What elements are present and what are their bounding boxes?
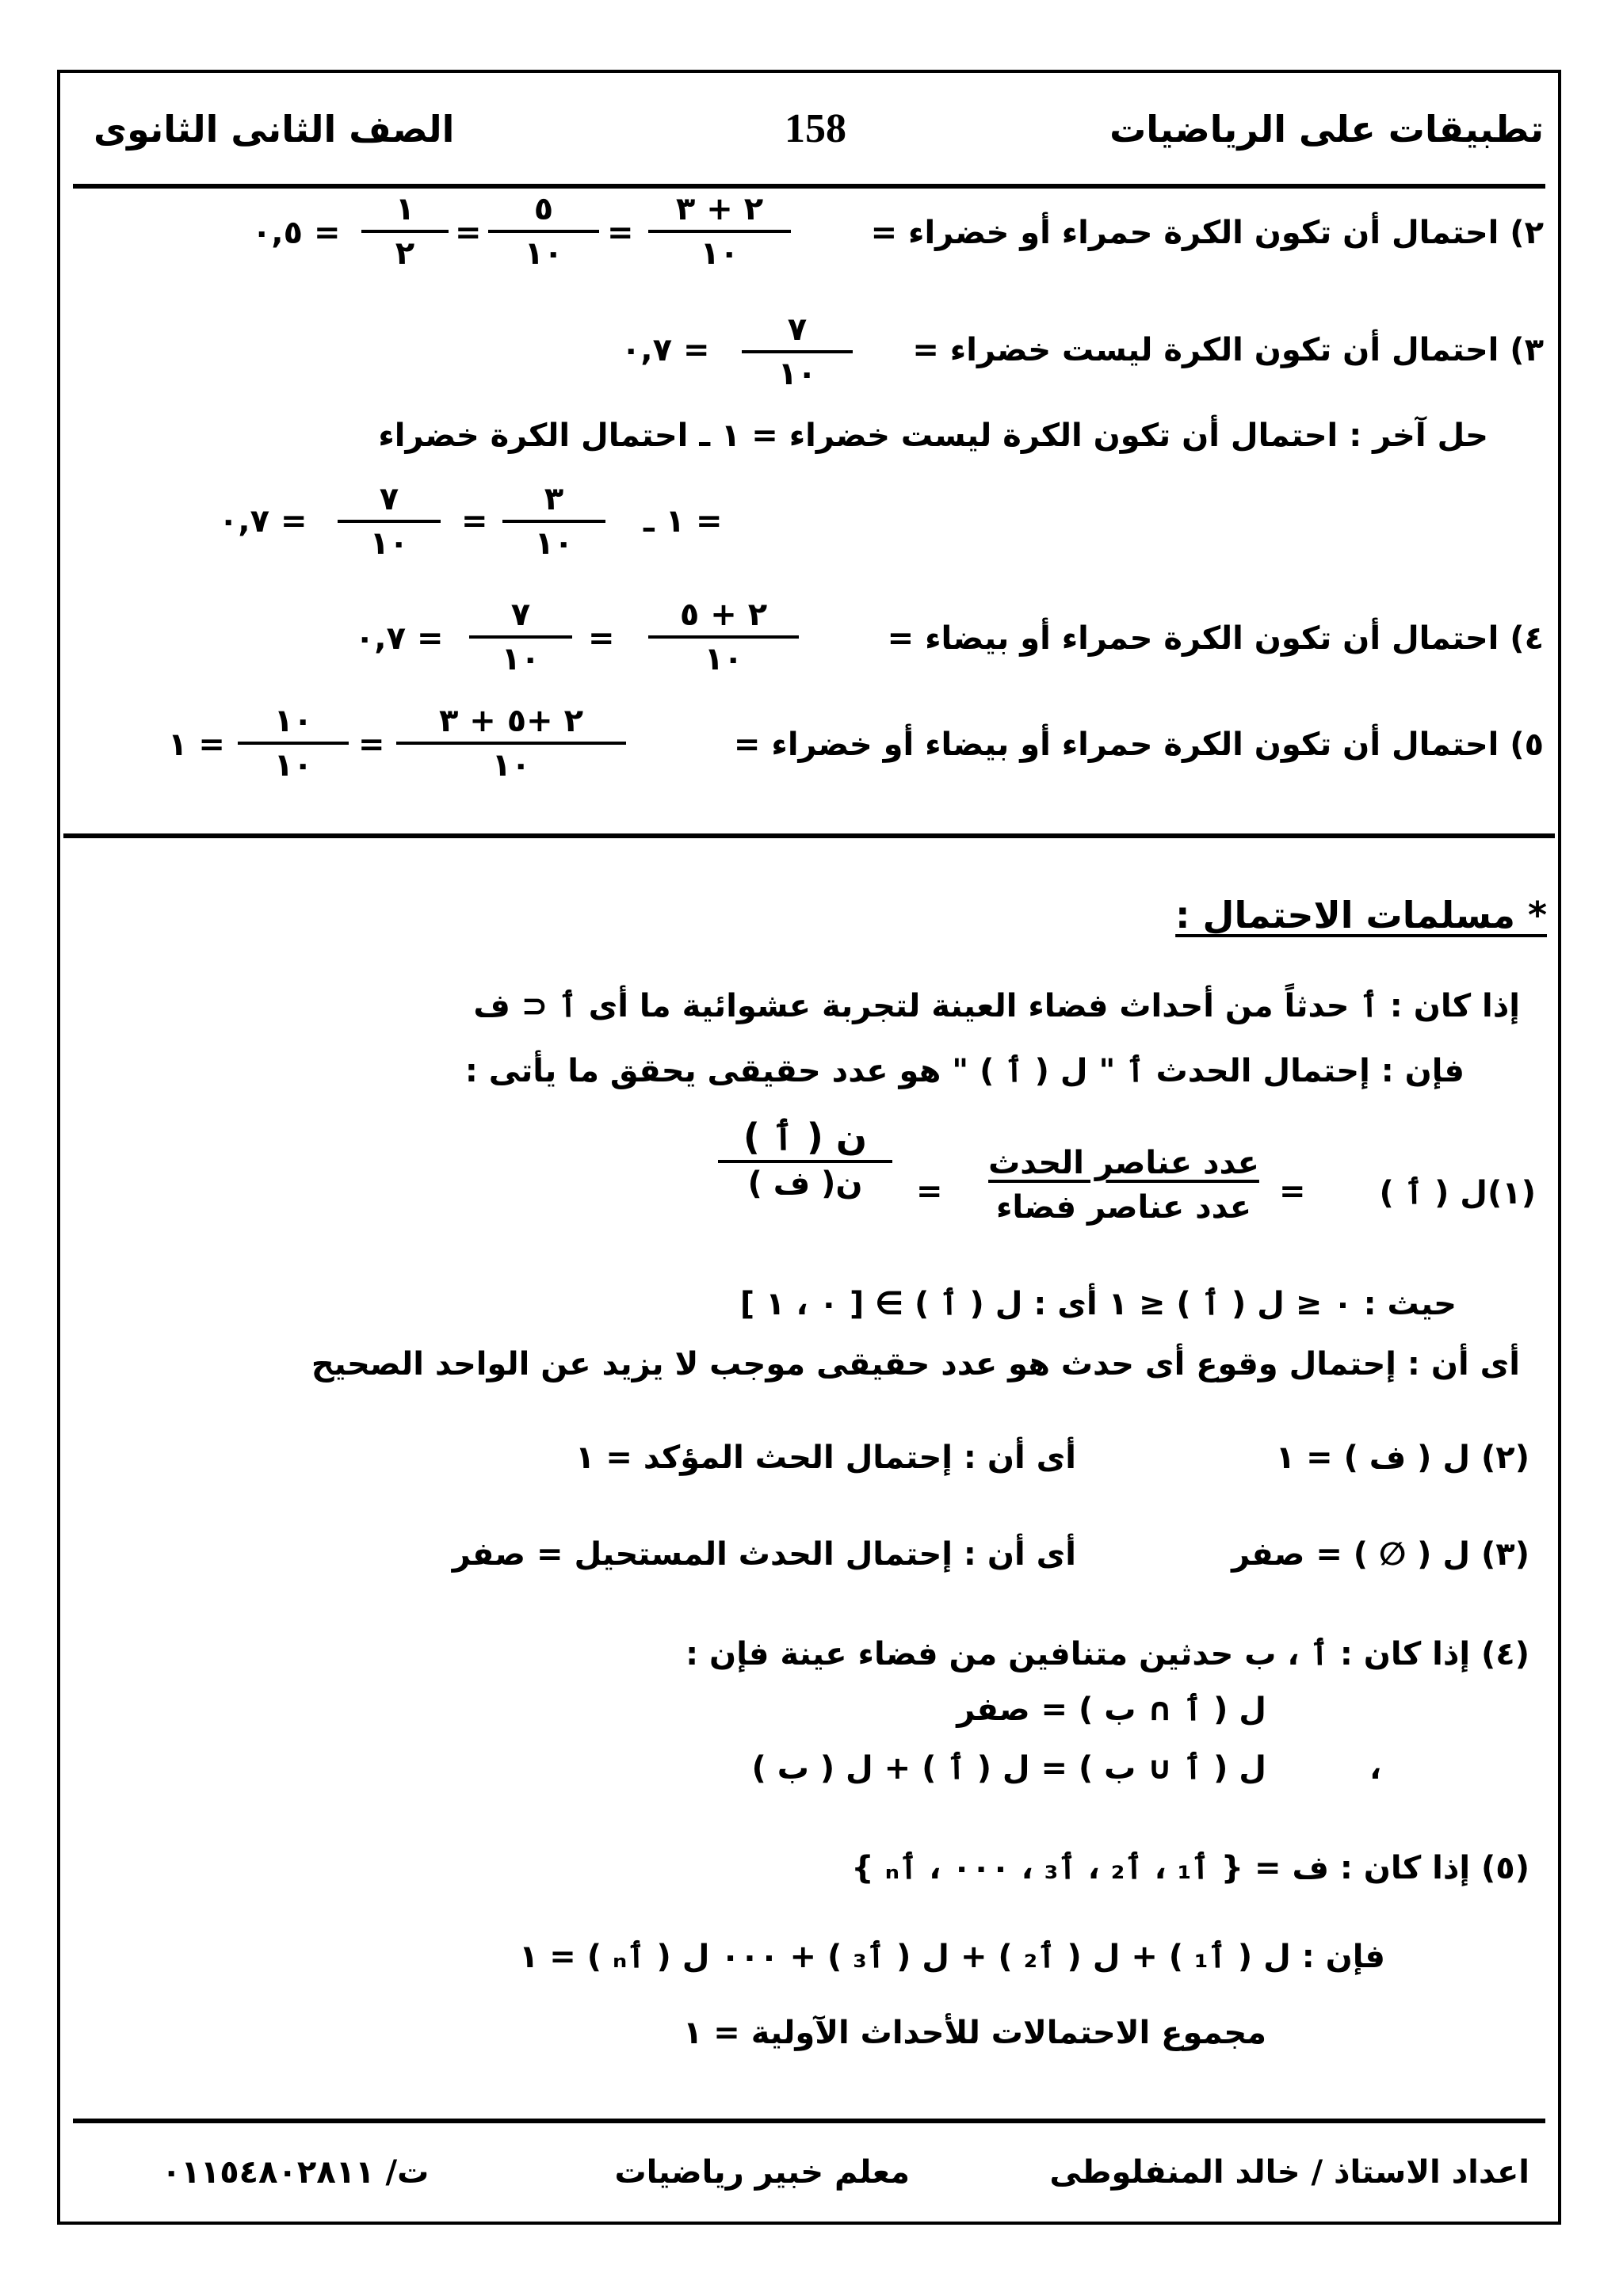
line5-text: ٥) احتمال أن تكون الكرة حمراء أو بيضاء أو خضراء = — [733, 727, 1544, 763]
equals-sign: = — [358, 727, 385, 763]
line4-frac1 — [648, 599, 799, 675]
line4-frac1-num: ٢ + ٥ — [679, 597, 768, 633]
axiom1-range: حيث : ٠ ≤ ل ( ٲ ) ≤ ١ أى : ل ( ٲ ) ∋ [ ٠ ، ١ ] — [739, 1286, 1457, 1322]
axioms-intro: إذا كان : ٲ حدثاً من أحداث فضاء العينة لتجربة عشوائية ما أى ٲ ⊂ ف — [473, 988, 1520, 1024]
alt-frac2 — [338, 481, 441, 562]
equals-sign: = — [461, 503, 488, 540]
alt-result: = ٠,٧ — [219, 503, 307, 540]
page-number: 158 — [785, 106, 846, 151]
axiom1-frac2-num: ن ( ٲ ) — [743, 1116, 868, 1158]
line2-frac1-num: ٢ + ٣ — [675, 191, 764, 227]
header-subject: تطبيقات على الرياضيات — [1109, 108, 1544, 151]
line3-frac — [742, 311, 853, 392]
line4-frac2-den: ١٠ — [501, 641, 540, 677]
axiom4-intersection: ل ( ٲ ∩ ب ) = صفر — [957, 1691, 1266, 1728]
line4-frac2-num: ٧ — [510, 597, 531, 633]
equals-sign: = — [1279, 1173, 1306, 1210]
line4-frac1-den: ١٠ — [704, 641, 743, 677]
alt-frac1-den: ١٠ — [534, 525, 574, 562]
line5-frac2-den: ١٠ — [273, 747, 313, 784]
section-title: * مسلمات الاحتمال : — [1175, 894, 1547, 936]
line3-frac-num: ٧ — [787, 311, 808, 348]
line2-frac3-den: ٢ — [395, 235, 415, 272]
axiom5-sum: فإن : ل ( ٲ₁ ) + ل ( ٲ₂ ) + ل ( ٲ₃ ) + ٠٠٠ ل ( ٲₙ ) = ١ — [518, 1939, 1385, 1975]
alt-frac1-num: ٣ — [544, 481, 564, 517]
alt-frac2-num: ٧ — [379, 481, 399, 517]
axiom1-frac2 — [718, 1116, 892, 1202]
alt-solution-text: حل آخر : احتمال أن تكون الكرة ليست خضراء = ١ ـ احتمال الكرة خضراء — [378, 418, 1488, 454]
axiom1-frac2-den: ن( ف ) — [747, 1165, 863, 1202]
axiom3-note: أى أن : إحتمال الحدث المستحيل = صفر — [452, 1536, 1076, 1573]
footer-divider — [73, 2119, 1545, 2123]
line2-frac3-num: ١ — [395, 191, 415, 227]
line5-frac1-num: ٢ +٥ + ٣ — [438, 703, 584, 739]
line5-result: = ١ — [168, 727, 225, 763]
line2-frac1-den: ١٠ — [700, 235, 739, 272]
line5-frac1-den: ١٠ — [491, 747, 531, 784]
section-divider — [63, 833, 1555, 838]
header-grade: الصف الثانى الثانوى — [94, 108, 455, 151]
equals-sign: = — [916, 1173, 943, 1210]
equals-sign: = — [588, 620, 615, 657]
line2-frac2 — [488, 191, 599, 272]
line5-frac1 — [396, 703, 626, 784]
axiom5-note: مجموع الاحتمالات للأحداث الآولية = ١ — [682, 2015, 1266, 2051]
line4-frac2 — [469, 599, 572, 675]
line5-frac2-num: ١٠ — [273, 703, 313, 739]
axiom1-frac1-num: عدد عناصر الحدث — [988, 1145, 1259, 1181]
axiom2: (٢) ل ( ف ) = ١ — [1275, 1440, 1529, 1476]
alt-frac2-den: ١٠ — [369, 525, 409, 562]
axiom1-frac1 — [973, 1145, 1274, 1226]
line2-frac2-num: ٥ — [533, 191, 554, 227]
line2-frac3 — [361, 191, 449, 272]
axiom1-frac1-den: عدد عناصر فضاء — [995, 1189, 1252, 1226]
line3-text: ٣) احتمال أن تكون الكرة ليست خضراء = — [912, 332, 1544, 368]
axiom2-note: أى أن : إحتمال الحث المؤكد = ١ — [575, 1440, 1076, 1476]
alt-calc-start: = ١ ـ — [643, 503, 723, 540]
header-divider — [73, 184, 1545, 189]
line2-frac2-den: ١٠ — [524, 235, 563, 272]
line2-frac1 — [648, 191, 791, 272]
axiom4: (٤) إذا كان : ٲ ، ب حدثين متنافين من فضاء عينة فإن : — [685, 1636, 1529, 1672]
line3-result: = ٠,٧ — [621, 332, 710, 368]
equals-sign: = — [455, 215, 482, 251]
axiom4-union: ل ( ٲ ∪ ب ) = ل ( ٲ ) + ل ( ب ) — [751, 1750, 1266, 1787]
line2-text: ٢) احتمال أن تكون الكرة حمراء أو خضراء = — [870, 215, 1544, 251]
axiom4-comma: ، — [1369, 1750, 1382, 1787]
equals-sign: = — [607, 215, 634, 251]
alt-frac1 — [502, 481, 605, 562]
axiom1-label: (١)ل ( ٲ ) — [1379, 1175, 1536, 1211]
footer-author: اعداد الاستاذ / خالد المنفلوطى — [1049, 2154, 1529, 2191]
axiom5: (٥) إذا كان : ف = { ٲ₁ ، ٲ₂ ، ٲ₃ ، ٠٠٠ ، ٲₙ } — [851, 1850, 1529, 1886]
line2-result: = ٠,٥ — [252, 215, 341, 251]
axiom3: (٣) ل ( ∅ ) = صفر — [1232, 1536, 1529, 1573]
axiom1-note: أى أن : إحتمال وقوع أى حدث هو عدد حقيقى موجب لا يزيد عن الواحد الصحيح — [311, 1346, 1520, 1383]
line5-frac2 — [238, 703, 349, 784]
line4-result: = ٠,٧ — [355, 620, 444, 657]
footer-phone: ت/ ٠١١٥٤٨٠٢٨١١ — [162, 2154, 430, 2191]
footer-title: معلم خبير رياضيات — [614, 2154, 910, 2191]
line4-text: ٤) احتمال أن تكون الكرة حمراء أو بيضاء = — [887, 620, 1544, 657]
axioms-intro-2: فإن : إحتمال الحدث ٲ " ل ( ٲ ) " هو عدد حقيقى يحقق ما يأتى : — [464, 1053, 1465, 1089]
line3-frac-den: ١٠ — [777, 356, 817, 392]
